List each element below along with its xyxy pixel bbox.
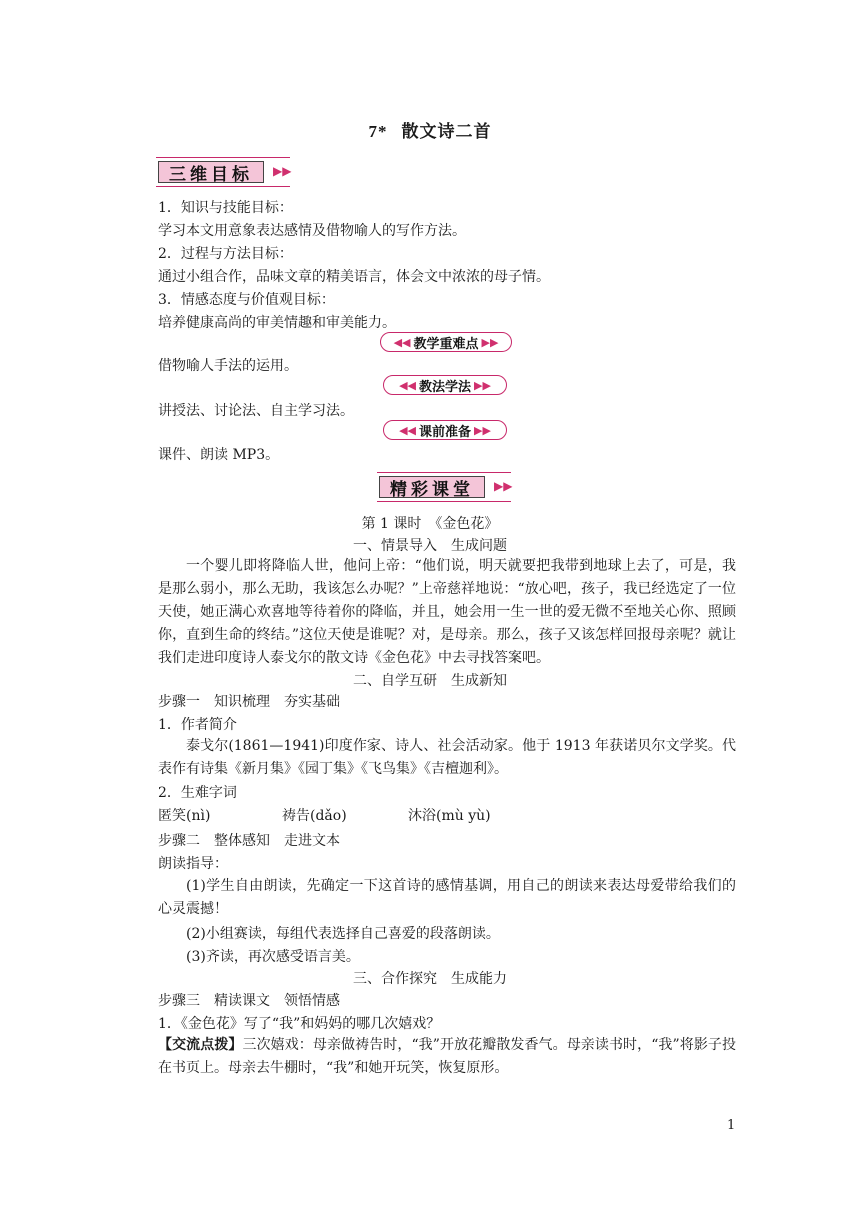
double-chevron-left-icon: ◀◀ xyxy=(399,378,416,392)
double-chevron-right-icon: ▶▶ xyxy=(474,423,491,437)
goal-1-body: 学习本文用意象表达感情及借物喻人的写作方法。 xyxy=(158,223,466,239)
step-3-heading: 步骤三 精读课文 领悟情感 xyxy=(158,993,340,1009)
double-chevron-right-icon: ▶▶ xyxy=(494,479,513,493)
key-points-pill xyxy=(380,332,512,352)
double-chevron-left-icon: ◀◀ xyxy=(399,423,416,437)
methods-label: 教法学法 xyxy=(418,379,471,395)
vocab-heading: 2．生难字词 xyxy=(158,785,237,801)
section-1-heading: 一、情景导入 生成问题 xyxy=(353,538,507,554)
reading-guide-3: (3)齐读，再次感受语言美。 xyxy=(186,949,360,965)
page-number: 1 xyxy=(727,1118,736,1133)
key-points-label: 教学重难点 xyxy=(413,336,479,352)
methods-body: 讲授法、讨论法、自主学习法。 xyxy=(158,403,354,419)
vocab-word-2: 祷告(dǎo) xyxy=(282,808,347,824)
double-chevron-right-icon: ▶▶ xyxy=(481,335,499,349)
reading-guide-1: (1)学生自由朗读，先确定一下这首诗的感情基调，用自己的朗读来表达母爱带给我们的心灵震撼！ xyxy=(158,878,736,917)
lesson-number: 7* xyxy=(368,122,388,141)
methods-pill xyxy=(383,375,507,395)
classroom-banner xyxy=(377,472,511,502)
goal-2-heading: 2．过程与方法目标： xyxy=(158,246,293,262)
step-1-heading: 步骤一 知识梳理 夯实基础 xyxy=(158,694,340,710)
author-intro-heading: 1．作者简介 xyxy=(158,717,237,733)
reading-guide-2: (2)小组赛读，每组代表选择自己喜爱的段落朗读。 xyxy=(186,926,500,942)
reading-guide-heading: 朗读指导： xyxy=(158,856,228,872)
answer-paragraph xyxy=(158,1034,736,1080)
vocab-word-1: 匿笑(nì) xyxy=(158,808,211,824)
goal-3-heading: 3．情感态度与价值观目标： xyxy=(158,292,335,308)
vocab-word-3: 沐浴(mù yù) xyxy=(408,808,491,824)
section-2-heading: 二、自学互研 生成新知 xyxy=(353,673,507,689)
preparation-body: 课件、朗读 MP3。 xyxy=(158,447,280,463)
answer-text: 三次嬉戏：母亲做祷告时，“我”开放花瓣散发香气。母亲读书时，“我”将影子投在书页上。母亲去牛棚时，“我”和她开玩笑，恢复原形。 xyxy=(158,1037,736,1076)
answer-tag: 【交流点拨】 xyxy=(158,1037,243,1053)
double-chevron-right-icon: ▶▶ xyxy=(273,164,292,178)
question-1: 1．《金色花》写了“我”和妈妈的哪几次嬉戏？ xyxy=(158,1016,441,1032)
author-intro-paragraph: 泰戈尔(1861—1941)印度作家、诗人、社会活动家。他于 1913 年获诺贝尔文学奖。代表作有诗集《新月集》《园丁集》《飞鸟集》《吉檀迦利》。 xyxy=(158,738,736,777)
goals-banner xyxy=(156,157,290,187)
intro-paragraph: 一个婴儿即将降临人世，他问上帝：“他们说，明天就要把我带到地球上去了，可是，我是那么弱小，那么无助，我该怎么办呢？”上帝慈祥地说：“放心吧，孩子，我已经选定了一位天使，她正满心欢喜地等待着你的降临，并且，她会用一生一世的爱无微不至地关心你、照顾你，直到生命的终结。”这位天使是谁呢？对，是母亲。那么，孩子又该怎样回报母亲呢？就让我们走进印度诗人泰戈尔的散文诗《金色花》中去寻找答案吧。 xyxy=(158,558,736,666)
key-points-body: 借物喻人手法的运用。 xyxy=(158,358,298,374)
page-title xyxy=(0,117,860,142)
preparation-label: 课前准备 xyxy=(418,424,471,440)
classroom-banner-label: 精彩课堂 xyxy=(379,476,485,498)
lesson-title: 散文诗二首 xyxy=(401,122,492,142)
section-3-heading: 三、合作探究 生成能力 xyxy=(353,971,507,987)
step-2-heading: 步骤二 整体感知 走进文本 xyxy=(158,833,340,849)
lesson-heading: 第 1 课时 《金色花》 xyxy=(361,516,499,532)
preparation-pill xyxy=(383,420,507,440)
goal-3-body: 培养健康高尚的审美情趣和审美能力。 xyxy=(158,315,396,331)
goal-2-body: 通过小组合作，品味文章的精美语言，体会文中浓浓的母子情。 xyxy=(158,269,550,285)
double-chevron-right-icon: ▶▶ xyxy=(474,378,491,392)
goal-1-heading: 1．知识与技能目标： xyxy=(158,200,293,216)
goals-banner-label: 三维目标 xyxy=(158,161,264,183)
double-chevron-left-icon: ◀◀ xyxy=(393,335,411,349)
